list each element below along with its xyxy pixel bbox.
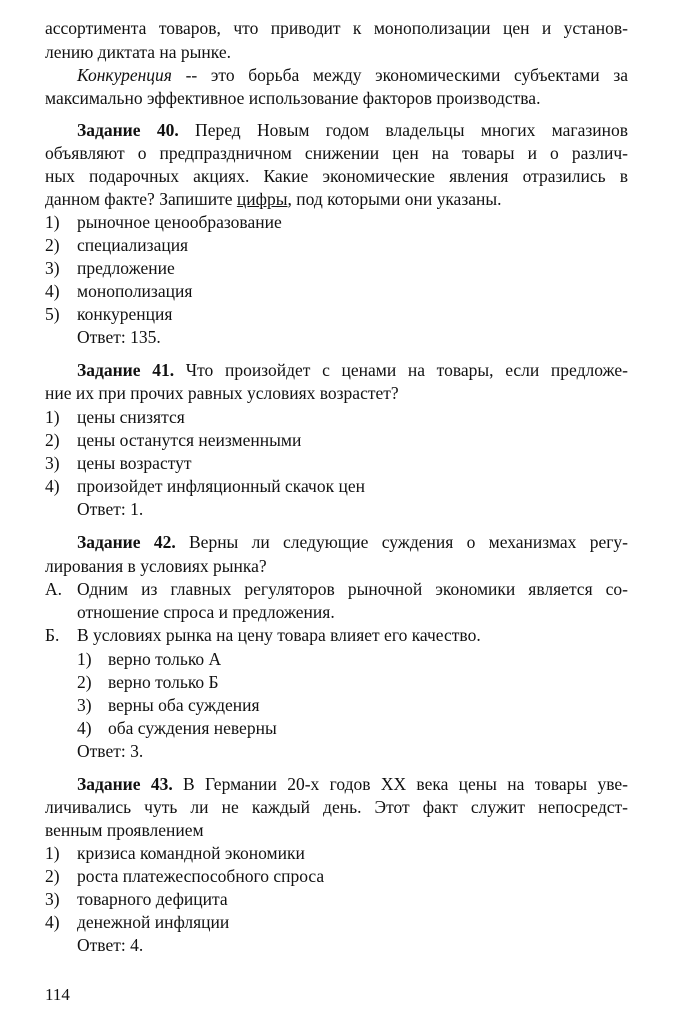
option-text: оба суждения неверны xyxy=(108,718,277,738)
statement-text: отношение спроса и предложения. xyxy=(77,602,335,622)
option-number: 2) xyxy=(77,672,92,692)
option-text: денежной инфляции xyxy=(77,912,230,932)
task-label: Задание 43. xyxy=(77,774,173,794)
option-number: 1) xyxy=(45,843,60,863)
option-number: 2) xyxy=(45,235,60,255)
task-label: Задание 40. xyxy=(77,120,179,140)
task-line xyxy=(45,187,628,211)
option-text: специализация xyxy=(77,235,189,255)
task-text: Верны ли следующие суждения о механизмах регу- xyxy=(175,532,628,552)
task-text: данном факте? Запишите xyxy=(45,189,237,209)
task-text: Что произойдет с ценами на товары, если предложе- xyxy=(174,360,628,380)
statement-label: Б. xyxy=(45,625,60,645)
option-text: верно только А xyxy=(108,649,222,669)
task-line: ние их при прочих равных условиях возрастет? xyxy=(45,383,399,403)
option-number: 3) xyxy=(45,889,60,909)
task-line xyxy=(77,530,628,554)
option-number: 1) xyxy=(77,649,92,669)
answer: Ответ: 3. xyxy=(77,741,144,761)
definition-line xyxy=(77,63,628,87)
task-text: Перед Новым годом владельцы многих магазинов xyxy=(178,120,628,140)
task-text: , под которыми они указаны. xyxy=(287,189,502,209)
statement-label: А. xyxy=(45,579,63,599)
task-line: объявляют о предпраздничном снижении цен на товары и о различ- xyxy=(45,143,628,163)
option-text: товарного дефицита xyxy=(77,889,228,909)
task-line xyxy=(77,118,628,142)
intro-line: ассортимента товаров, что приводит к монополизации цен и установ- xyxy=(45,18,628,38)
option-number: 1) xyxy=(45,212,60,232)
answer: Ответ: 1. xyxy=(77,499,144,519)
option-number: 4) xyxy=(77,718,92,738)
option-number: 5) xyxy=(45,304,60,324)
option-text: монополизация xyxy=(77,281,193,301)
task-line xyxy=(77,358,628,382)
option-number: 1) xyxy=(45,407,60,427)
task-line xyxy=(77,772,628,796)
option-text: роста платежеспособного спроса xyxy=(77,866,325,886)
statement-text: Одним из главных регуляторов рыночной экономики является со- xyxy=(77,579,628,599)
task-line: ных подарочных акциях. Какие экономические явления отразились в xyxy=(45,166,628,186)
definition-line: максимально эффективное использование факторов производства. xyxy=(45,88,541,108)
option-text: конкуренция xyxy=(77,304,173,324)
option-number: 2) xyxy=(45,866,60,886)
option-number: 3) xyxy=(77,695,92,715)
task-label: Задание 42. xyxy=(77,532,176,552)
page-number: 114 xyxy=(45,985,70,1004)
option-number: 2) xyxy=(45,430,60,450)
option-text: предложение xyxy=(77,258,175,278)
underlined-word: цифры xyxy=(236,189,288,209)
option-number: 3) xyxy=(45,453,60,473)
option-text: рыночное ценообразование xyxy=(77,212,282,232)
definition-text: -- это борьба между экономическими субъектами за xyxy=(171,65,628,85)
option-text: кризиса командной экономики xyxy=(77,843,305,863)
task-line: лирования в условиях рынка? xyxy=(45,556,267,576)
task-line: венным проявлением xyxy=(45,820,204,840)
option-number: 4) xyxy=(45,912,60,932)
option-number: 4) xyxy=(45,476,60,496)
option-text: верно только Б xyxy=(108,672,219,692)
option-text: цены снизятся xyxy=(77,407,185,427)
answer: Ответ: 135. xyxy=(77,327,161,347)
definition-term: Конкуренция xyxy=(77,65,172,85)
option-text: произойдет инфляционный скачок цен xyxy=(77,476,365,496)
option-number: 3) xyxy=(45,258,60,278)
intro-line: лению диктата на рынке. xyxy=(45,42,231,62)
option-number: 4) xyxy=(45,281,60,301)
statement-text: В условиях рынка на цену товара влияет его качество. xyxy=(77,625,481,645)
option-text: цены возрастут xyxy=(77,453,192,473)
task-label: Задание 41. xyxy=(77,360,175,380)
option-text: верны оба суждения xyxy=(108,695,260,715)
answer: Ответ: 4. xyxy=(77,935,144,955)
task-text: В Германии 20-х годов XX века цены на товары уве- xyxy=(172,774,628,794)
option-text: цены останутся неизменными xyxy=(77,430,302,450)
task-line: личивались чуть ли не каждый день. Этот факт служит непосредст- xyxy=(45,797,628,817)
